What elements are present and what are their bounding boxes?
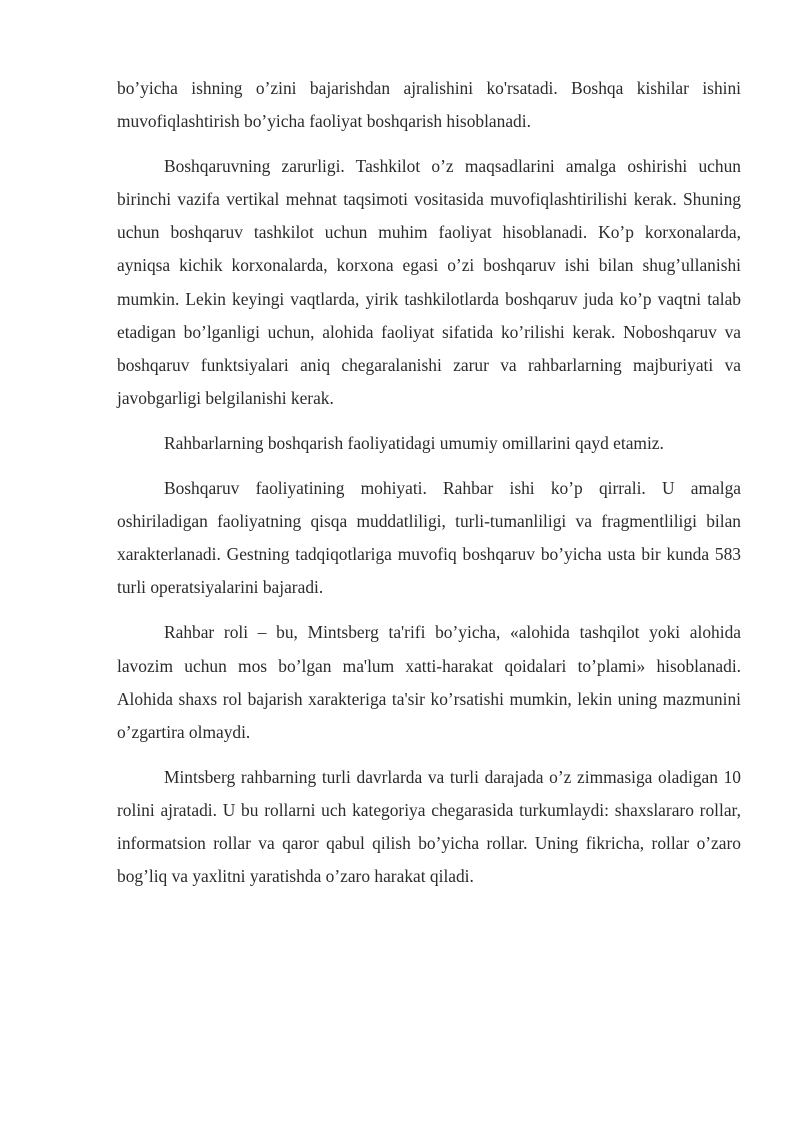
paragraph-boshqaruvning-zarurligi: Boshqaruvning zarurligi. Tashkilot o’z maqsadlarini amalga oshirishi uchun birinchi vazifa vertikal mehnat taqsimoti vositasida muvofiqlashtirilishi kerak. Shuning uchun boshqaruv tashkilot uchun muhim faoliyat hisoblanadi. Ko’p korxonalarda, ayniqsa kichik korxonalarda, korxona egasi o’zi boshqaruv ishi bilan shug’ullanishi mumkin. Lekin keyingi vaqtlarda, yirik tashkilotlarda boshqaruv juda ko’p vaqtni talab etadigan bo’lganligi uchun, alohida faoliyat sifatida ko’rilishi kerak. Noboshqaruv va boshqaruv funktsiyalari aniq chegaralanishi zarur va rahbarlarning majburiyati va javobgarligi belgilanishi kerak. [117, 156, 741, 408]
paragraph-rahbar-roli: Rahbar roli – bu, Mintsberg ta'rifi bo’yicha, «alohida tashqilot yoki alohida lavozim uchun mos bo’lgan ma'lum xatti-harakat qoidalari to’plami» hisoblanadi. Alohida shaxs rol bajarish xarakteriga ta'sir ko’rsatishi mumkin, lekin uning mazmunini o’zgartira olmaydi. [117, 622, 741, 742]
document-page [117, 72, 741, 893]
paragraph-faoliyat-mohiyati: Boshqaruv faoliyatining mohiyati. Rahbar ishi ko’p qirrali. U amalga oshiriladigan faoliyatning qisqa muddatliligi, turli-tumanliligi va fragmentliligi bilan xarakterlanadi. Gestning tadqiqotlariga muvofiq boshqaruv bo’yicha usta bir kunda 583 turli operatsiyalarini bajaradi. [117, 478, 741, 598]
paragraph-continuation: bo’yicha ishning o’zini bajarishdan ajralishini ko'rsatadi. Boshqa kishilar ishini muvofiqlashtirish bo’yicha faoliyat boshqarish hisoblanadi. [117, 78, 741, 132]
paragraph-rahbarlarning-omillari: Rahbarlarning boshqarish faoliyatidagi umumiy omillarini qayd etamiz. [164, 432, 664, 453]
paragraph-mintsberg-rollari: Mintsberg rahbarning turli davrlarda va turli darajada o’z zimmasiga oladigan 10 rolini ajratadi. U bu rollarni uch kategoriya chegarasida turkumlaydi: shaxslararo rollar, informatsion rollar va qaror qabul qilish bo’yicha rollar. Uning fikricha, rollar o’zaro bog’liq va yaxlitni yaratishda o’zaro harakat qiladi. [117, 766, 741, 887]
